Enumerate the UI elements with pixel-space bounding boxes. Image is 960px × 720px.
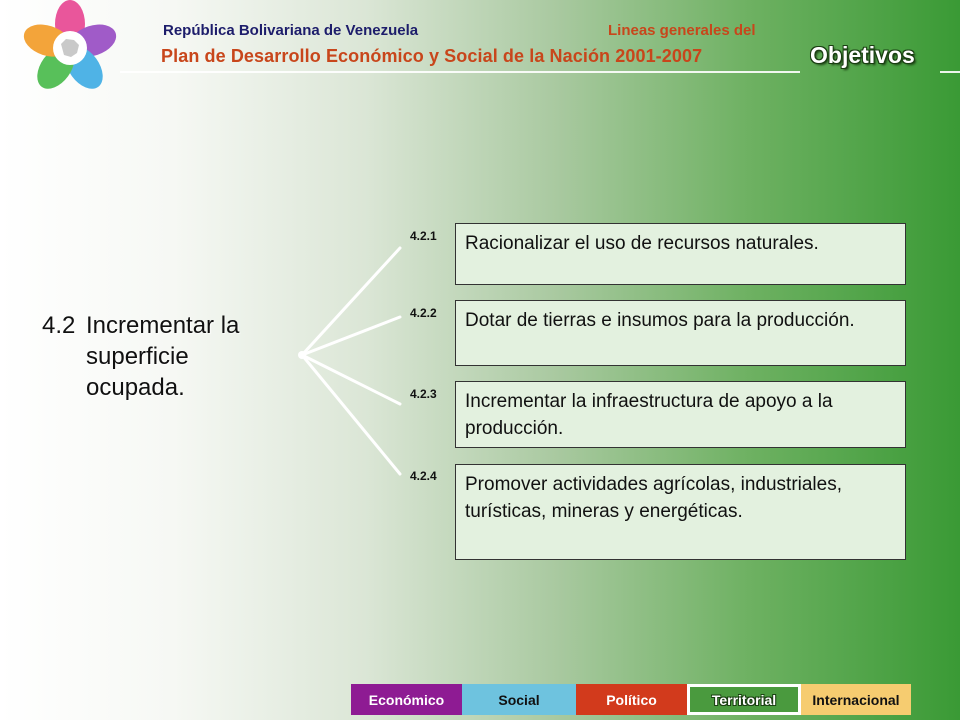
sub-objective-code: 4.2.2 (410, 306, 437, 320)
sub-objective-box: Racionalizar el uso de recursos naturales. (455, 223, 906, 285)
connector-line-1 (302, 248, 400, 355)
tab-social[interactable]: Social (462, 684, 576, 715)
connector-hub (298, 351, 306, 359)
connector-line-3 (302, 355, 400, 404)
tab-internacional[interactable]: Internacional (801, 684, 911, 715)
plan-title: Plan de Desarrollo Económico y Social de la Nación 2001-2007 (161, 46, 703, 66)
sub-objective-code: 4.2.4 (410, 469, 437, 483)
header-divider (120, 71, 800, 73)
country-name: República Bolivariana de Venezuela (163, 22, 419, 39)
sub-objective-code: 4.2.3 (410, 387, 437, 401)
sub-objective-box: Promover actividades agrícolas, industriales, turísticas, mineras y energéticas. (455, 464, 906, 560)
connector-line-2 (302, 317, 400, 355)
sub-objective-box: Dotar de tierras e insumos para la producción. (455, 300, 906, 366)
header-divider-right (940, 71, 960, 73)
tab-territorial[interactable]: Territorial (687, 684, 801, 715)
sub-objective-code: 4.2.1 (410, 229, 437, 243)
tab-economico[interactable]: Económico (351, 684, 462, 715)
main-objective-text: Incrementar la superficie ocupada. (86, 312, 240, 401)
main-objective-number: 4.2 (42, 312, 76, 339)
tab-politico[interactable]: Político (576, 684, 687, 715)
category-tabs (351, 684, 911, 715)
lineas-generales-label: Lineas generales del (608, 22, 756, 39)
logo-flower-icon (20, 0, 120, 95)
connector-line-4 (302, 355, 400, 474)
section-title: Objetivos (810, 42, 915, 68)
sub-objective-box: Incrementar la infraestructura de apoyo a la producción. (455, 381, 906, 448)
